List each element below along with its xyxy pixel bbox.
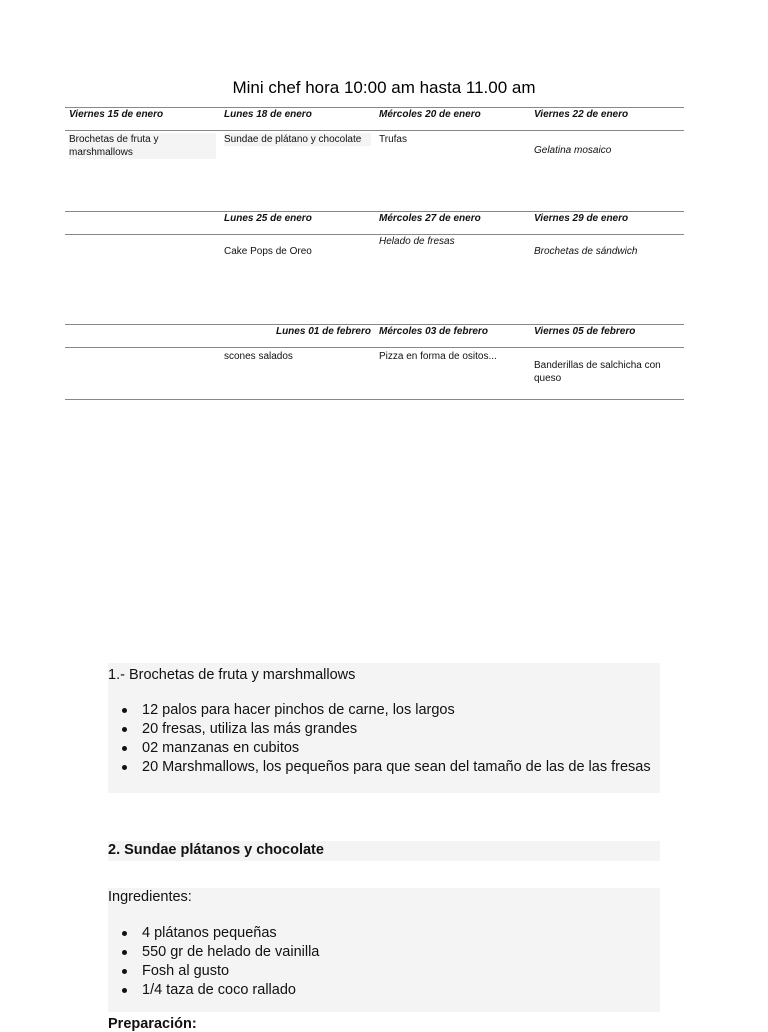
list-item: 12 palos para hacer pinchos de carne, los largos: [142, 701, 660, 720]
schedule-table: [65, 107, 684, 400]
schedule-row: [65, 131, 684, 212]
recipe-1-heading: [108, 665, 660, 685]
recipe-1-block: [108, 663, 660, 793]
list-item: 20 Marshmallows, los pequeños para que sean del tamaño de las de las fresas: [142, 758, 660, 777]
recipe-2-heading: 2. Sundae plátanos y chocolate: [108, 841, 660, 861]
recipe-2-block: [108, 888, 660, 1012]
recipe-name: Cake Pops de Oreo: [224, 246, 312, 257]
schedule-cell: [220, 348, 375, 400]
recipe-name: Brochetas de sándwich: [534, 246, 638, 257]
recipe-name: Sundae de plátano y chocolate: [224, 133, 371, 146]
list-item: Fosh al gusto: [142, 962, 660, 981]
schedule-cell: [375, 131, 530, 212]
recipe-name: scones salados: [224, 351, 293, 362]
list-item: 4 plátanos pequeñas: [142, 924, 660, 943]
schedule-row: [65, 348, 684, 400]
schedule-header-row: [65, 212, 684, 235]
day-header: Lunes 18 de enero: [220, 108, 375, 131]
recipe-title: Brochetas de fruta y marshmallows: [128, 667, 356, 683]
recipe-name: Banderillas de salchicha con queso: [534, 360, 661, 384]
schedule-cell: [65, 348, 220, 400]
recipe-name: Brochetas de fruta y marshmallows: [69, 133, 216, 159]
day-header: [65, 212, 220, 235]
schedule-cell: [375, 235, 530, 325]
day-header: Viernes 22 de enero: [530, 108, 684, 131]
recipe-number: 1.-: [108, 667, 125, 683]
schedule-cell: [65, 131, 220, 212]
list-item: 20 fresas, utiliza las más grandes: [142, 720, 660, 739]
recipe-name: Trufas: [379, 134, 407, 145]
document-title: Mini chef hora 10:00 am hasta 11.00 am: [232, 78, 536, 97]
schedule-cell: [220, 235, 375, 325]
schedule-header-row: [65, 108, 684, 131]
day-header: Mércoles 03 de febrero: [375, 325, 530, 348]
ingredients-label: Ingredientes:: [108, 889, 192, 905]
schedule-cell: [530, 131, 684, 212]
list-item: 550 gr de helado de vainilla: [142, 943, 660, 962]
day-header: Viernes 29 de enero: [530, 212, 684, 235]
recipe-name: Pizza en forma de ositos...: [379, 351, 497, 362]
day-header: Mércoles 27 de enero: [375, 212, 530, 235]
schedule-cell: [220, 131, 375, 212]
schedule-row: [65, 235, 684, 325]
schedule-cell: [375, 348, 530, 400]
list-item: 1/4 taza de coco rallado: [142, 981, 660, 1000]
schedule-cell: [65, 235, 220, 325]
list-item: 02 manzanas en cubitos: [142, 739, 660, 758]
day-header: Viernes 05 de febrero: [530, 325, 684, 348]
recipe-name: Helado de fresas: [379, 236, 455, 247]
day-header: Lunes 25 de enero: [220, 212, 375, 235]
schedule-header-row: [65, 325, 684, 348]
day-header: Lunes 01 de febrero: [220, 325, 375, 348]
day-header: [65, 325, 220, 348]
day-header: Viernes 15 de enero: [65, 108, 220, 131]
schedule-cell: [530, 348, 684, 400]
day-header: Mércoles 20 de enero: [375, 108, 530, 131]
recipe-name: Gelatina mosaico: [534, 145, 612, 156]
preparation-label: Preparación:: [108, 1016, 197, 1032]
ingredient-list: [108, 924, 660, 1000]
ingredient-list: [108, 701, 660, 777]
schedule-cell: [530, 235, 684, 325]
